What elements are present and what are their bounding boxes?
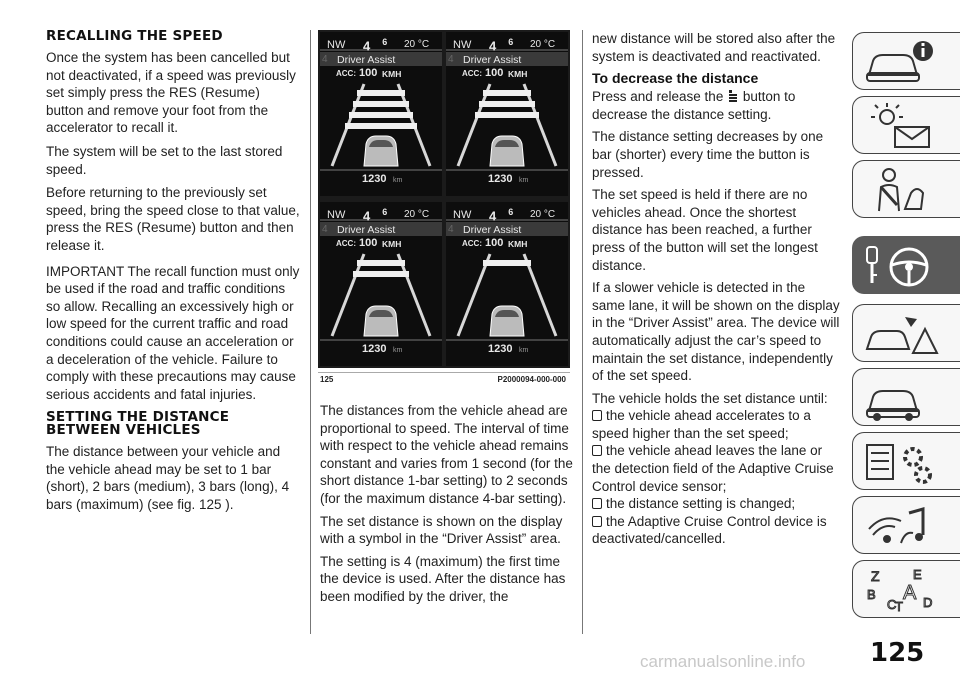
odometer-unit: km	[393, 347, 403, 354]
tab-starting-driving[interactable]	[852, 236, 960, 294]
outside-temperature: 20 °C	[530, 39, 556, 50]
column-left	[46, 30, 301, 520]
road-edge-right	[398, 254, 430, 336]
paragraph-decrease: Press and release the button to decrease the distance setting.	[592, 89, 796, 122]
column-divider	[310, 30, 311, 634]
paragraph: Before returning to the previously set speed, bring the speed close to that value, press the RES (Resume) button and then release it.	[46, 185, 300, 253]
index-letter: T	[895, 599, 903, 614]
gear-indicator: 4 $^6$	[489, 37, 514, 54]
road-edge-left	[458, 254, 490, 336]
figure-125-display-panels	[318, 30, 570, 368]
odometer: 1230	[362, 343, 387, 355]
distance-bar	[353, 101, 409, 107]
paragraph: The distances from the vehicle ahead are proportional to speed. The interval of time with respect to the vehicle ahead remains constant and varies from 1 second (for the short distance 1-bar setting) to 2 seconds (for the maximum distance 4-bar setting).	[320, 403, 573, 506]
tab-index[interactable]	[852, 560, 960, 618]
odometer-unit: km	[519, 177, 529, 184]
column-middle	[320, 402, 574, 611]
acc-label: ACC:	[336, 239, 356, 248]
seatbelt-airbag-icon	[861, 165, 941, 215]
compass-direction: NW	[327, 209, 346, 221]
driver-assist-label: Driver Assist	[337, 224, 396, 236]
distance-bar	[483, 260, 531, 266]
gear-indicator: 4 $^6$	[363, 207, 388, 224]
car-info-icon	[861, 37, 941, 87]
compass-direction: NW	[453, 39, 472, 51]
driver-assist-number: 4	[322, 54, 328, 65]
distance-bar	[357, 90, 405, 96]
odometer: 1230	[488, 343, 513, 355]
acc-set-speed: 100	[359, 67, 378, 79]
distance-bar	[483, 90, 531, 96]
condition-list	[592, 407, 840, 548]
distance-bar	[357, 260, 405, 266]
tab-maintenance[interactable]	[852, 432, 960, 490]
index-letter: A	[903, 582, 917, 604]
vehicle-icon	[490, 136, 524, 166]
gear-indicator: 4 $^6$	[489, 207, 514, 224]
paragraph: If a slower vehicle is detected in the same lane, it will be shown on the display in the “Driver Assist” area. The device will automatically adjust the car’s speed to maintain the set distance, independently of the set speed.	[592, 280, 840, 384]
paragraph: new distance will be stored also after the system is deactivated and reactivated.	[592, 31, 836, 64]
acc-speed-unit: KMH	[382, 69, 402, 79]
driver-assist-label: Driver Assist	[463, 224, 522, 236]
paragraph: The setting is 4 (maximum) the first time the device is used. After the distance has been modified by the driver, the	[320, 553, 566, 604]
acc-speed-unit: KMH	[508, 69, 528, 79]
column-divider	[582, 30, 583, 634]
page-number: 125	[870, 638, 925, 668]
odometer: 1230	[362, 173, 387, 185]
acc-speed-unit: KMH	[508, 239, 528, 249]
subheading-decrease-distance: To decrease the distance	[592, 70, 759, 87]
figure-code: P2000094-000-000	[497, 375, 566, 384]
distance-bar	[479, 101, 535, 107]
display-panel-2-bars	[320, 202, 442, 366]
checkbox-bullet-icon	[592, 498, 602, 509]
index-letter: E	[913, 567, 922, 582]
driver-assist-number: 4	[322, 224, 328, 235]
car-service-icon	[861, 373, 941, 423]
column-right	[592, 30, 840, 548]
vehicle-icon	[490, 306, 524, 336]
tab-warning-lights[interactable]	[852, 96, 960, 154]
distance-bar	[475, 112, 539, 118]
paragraph: The set speed is held if there are no vehicles ahead. Once the shortest distance has been reached, a further press of the button will set the longest distance.	[592, 187, 818, 273]
acc-set-speed: 100	[485, 237, 504, 249]
compass-direction: NW	[327, 39, 346, 51]
distance-button-icon	[728, 89, 738, 103]
distance-bar	[345, 123, 417, 129]
index-letter: C	[887, 597, 897, 612]
acc-label: ACC:	[462, 69, 482, 78]
important-note: IMPORTANT The recall function must only be used if the road and traffic conditions so allow. Recalling an excessively high or low speed for the current traffic and road conditions could cause an acceleration or a deceleration of the vehicle. Failure to comply with these precautions may cause serious accidents and fatal injuries.	[46, 263, 300, 402]
list-item: the vehicle ahead accelerates to a speed higher than the set speed;	[592, 408, 811, 441]
odometer-unit: km	[519, 347, 529, 354]
display-panel-3-bars	[446, 32, 568, 196]
distance-bar	[349, 112, 413, 118]
paragraph: The system will be set to the last stored speed.	[46, 143, 283, 177]
acc-set-speed: 100	[359, 237, 378, 249]
distance-bar	[353, 271, 409, 277]
outside-temperature: 20 °C	[404, 209, 430, 220]
acc-label: ACC:	[336, 69, 356, 78]
road-edge-left	[458, 84, 490, 166]
index-letter: B	[867, 587, 876, 602]
checkbox-bullet-icon	[592, 516, 602, 527]
tab-multimedia[interactable]	[852, 496, 960, 554]
display-panel-4-bars	[320, 32, 442, 196]
index-letter: Z	[871, 568, 880, 584]
list-item: the Adaptive Cruise Control device is deactivated/cancelled.	[592, 513, 827, 547]
paragraph: The vehicle holds the set distance until:	[592, 390, 828, 406]
tab-service[interactable]	[852, 368, 960, 426]
tab-safety[interactable]	[852, 160, 960, 218]
paragraph: The set distance is shown on the display with a symbol in the “Driver Assist” area.	[320, 513, 563, 547]
acc-set-speed: 100	[485, 67, 504, 79]
road-edge-right	[524, 254, 556, 336]
paragraph: The distance between your vehicle and the vehicle ahead may be set to 1 bar (short), 2 bars (medium), 3 bars (long), 4 bars (maximum) (see fig. 125 ).	[46, 444, 290, 513]
figure-number: 125	[320, 375, 334, 384]
vehicle-icon	[364, 306, 398, 336]
acc-label: ACC:	[462, 239, 482, 248]
compass-direction: NW	[453, 209, 472, 221]
driver-assist-number: 4	[448, 54, 454, 65]
maintenance-gears-icon	[861, 437, 941, 487]
checkbox-bullet-icon	[592, 410, 602, 421]
road-edge-right	[524, 84, 556, 166]
paragraph: Once the system has been cancelled but not deactivated, if a speed was previously set simply press the RES (Resume) button and remove your foot from the accelerator to recall it.	[46, 50, 296, 136]
gear-indicator: 4 $^6$	[363, 37, 388, 54]
vehicle-icon	[364, 136, 398, 166]
driver-assist-number: 4	[448, 224, 454, 235]
odometer-unit: km	[393, 177, 403, 184]
driver-assist-label: Driver Assist	[463, 54, 522, 66]
section-heading-recalling-speed: RECALLING THE SPEED	[46, 28, 223, 44]
section-heading-setting-distance: SETTING THE DISTANCE BETWEEN VEHICLES	[46, 409, 230, 439]
watermark: carmanualsonline.info	[640, 652, 806, 671]
warning-lights-icon	[861, 101, 941, 151]
list-item: the distance setting is changed;	[592, 495, 840, 513]
figure-caption	[318, 372, 570, 384]
tab-car-info[interactable]	[852, 32, 960, 90]
paragraph: The distance setting decreases by one bar (shorter) every time the button is pressed.	[592, 129, 824, 180]
multimedia-icon	[861, 501, 941, 551]
list-item: the vehicle ahead leaves the lane or the detection field of the Adaptive Cruise Control device sensor;	[592, 443, 834, 494]
road-edge-left	[332, 254, 364, 336]
breakdown-warning-icon	[861, 309, 941, 359]
driver-assist-label: Driver Assist	[337, 54, 396, 66]
outside-temperature: 20 °C	[530, 209, 556, 220]
display-panel-1-bars	[446, 202, 568, 366]
tab-emergency[interactable]	[852, 304, 960, 362]
index-letter: D	[923, 595, 933, 610]
checkbox-bullet-icon	[592, 445, 602, 456]
key-steering-wheel-icon	[861, 241, 941, 291]
acc-speed-unit: KMH	[382, 239, 402, 249]
odometer: 1230	[488, 173, 513, 185]
outside-temperature: 20 °C	[404, 39, 430, 50]
alphabetical-index-icon	[861, 565, 941, 615]
